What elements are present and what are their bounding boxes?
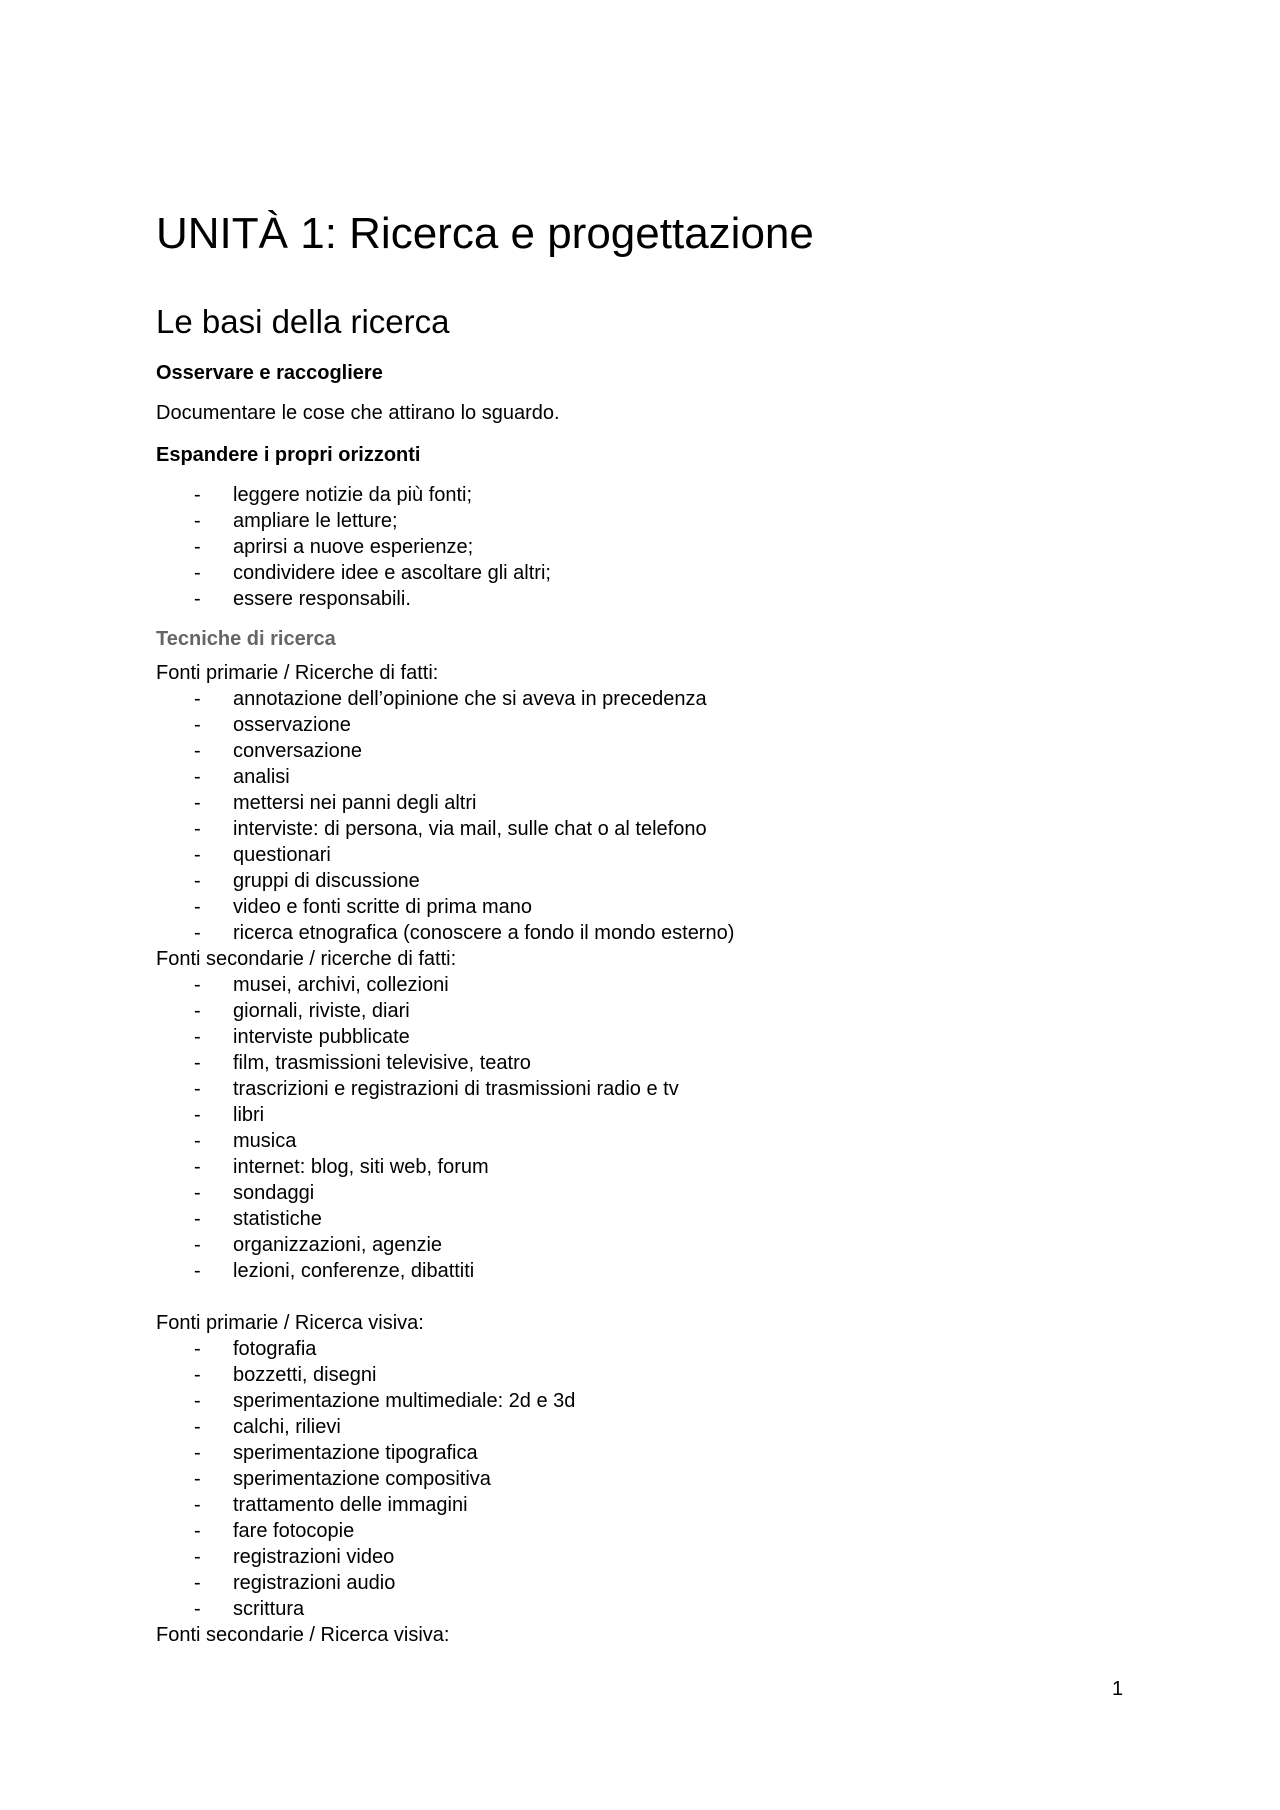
list-item-text: conversazione (233, 740, 362, 762)
list-item-text: sperimentazione compositiva (233, 1468, 491, 1490)
bullet-dash: - (194, 1546, 201, 1568)
list-item-text: essere responsabili. (233, 588, 411, 610)
bullet-dash: - (194, 1338, 201, 1360)
list-item-text: trattamento delle immagini (233, 1494, 468, 1516)
list-item-text: mettersi nei panni degli altri (233, 792, 477, 814)
bullet-dash: - (194, 714, 201, 736)
list-item-text: sondaggi (233, 1182, 315, 1204)
page-title: UNITÀ 1: Ricerca e progettazione (156, 209, 814, 258)
list-item-text: internet: blog, siti web, forum (233, 1156, 489, 1178)
list-item-text: giornali, riviste, diari (233, 1000, 410, 1022)
list-item-text: sperimentazione tipografica (233, 1442, 478, 1464)
bullet-dash: - (194, 1390, 201, 1412)
list-item-text: interviste: di persona, via mail, sulle chat o al telefono (233, 818, 707, 840)
list-item-text: registrazioni video (233, 1546, 395, 1568)
list-item-text: libri (233, 1104, 265, 1126)
bullet-dash: - (194, 510, 201, 532)
observe-heading: Osservare e raccogliere (156, 362, 383, 384)
list-item-text: annotazione dell’opinione che si aveva in precedenza (233, 688, 707, 710)
list-item-text: film, trasmissioni televisive, teatro (233, 1052, 531, 1074)
list-item-text: musei, archivi, collezioni (233, 974, 449, 996)
page-number: 1 (1112, 1678, 1124, 1700)
bullet-dash: - (194, 1130, 201, 1152)
bullet-dash: - (194, 536, 201, 558)
bullet-dash: - (194, 1104, 201, 1126)
list-item-text: interviste pubblicate (233, 1026, 410, 1048)
list-item-text: video e fonti scritte di prima mano (233, 896, 533, 918)
list-item-text: musica (233, 1130, 297, 1152)
bullet-dash: - (194, 870, 201, 892)
bullet-dash: - (194, 1078, 201, 1100)
bullet-dash: - (194, 844, 201, 866)
bullet-dash: - (194, 1156, 201, 1178)
list-item-text: leggere notizie da più fonti; (233, 484, 473, 506)
section-title: Le basi della ricerca (156, 303, 450, 340)
bullet-dash: - (194, 896, 201, 918)
bullet-dash: - (194, 1208, 201, 1230)
list-item-text: gruppi di discussione (233, 870, 420, 892)
primary-visual-label: Fonti primarie / Ricerca visiva: (156, 1312, 424, 1334)
list-item-text: ricerca etnografica (conoscere a fondo il mondo esterno) (233, 922, 735, 944)
list-item-text: bozzetti, disegni (233, 1364, 377, 1386)
bullet-dash: - (194, 1260, 201, 1282)
bullet-dash: - (194, 766, 201, 788)
list-item-text: analisi (233, 766, 290, 788)
bullet-dash: - (194, 1572, 201, 1594)
list-item-text: lezioni, conferenze, dibattiti (233, 1260, 475, 1282)
bullet-dash: - (194, 1494, 201, 1516)
bullet-dash: - (194, 1000, 201, 1022)
secondary-facts-label: Fonti secondarie / ricerche di fatti: (156, 948, 457, 970)
list-item-text: sperimentazione multimediale: 2d e 3d (233, 1390, 576, 1412)
list-item-text: ampliare le letture; (233, 510, 398, 532)
bullet-dash: - (194, 562, 201, 584)
bullet-dash: - (194, 1442, 201, 1464)
bullet-dash: - (194, 818, 201, 840)
bullet-dash: - (194, 1468, 201, 1490)
list-item-text: fotografia (233, 1338, 317, 1360)
list-item-text: scrittura (233, 1598, 305, 1620)
bullet-dash: - (194, 588, 201, 610)
bullet-dash: - (194, 484, 201, 506)
list-item-text: organizzazioni, agenzie (233, 1234, 443, 1256)
bullet-dash: - (194, 1052, 201, 1074)
list-item-text: fare fotocopie (233, 1520, 355, 1542)
list-item-text: trascrizioni e registrazioni di trasmissioni radio e tv (233, 1078, 679, 1100)
bullet-dash: - (194, 688, 201, 710)
bullet-dash: - (194, 1520, 201, 1542)
bullet-dash: - (194, 1416, 201, 1438)
bullet-dash: - (194, 1364, 201, 1386)
list-item-text: statistiche (233, 1208, 322, 1230)
secondary-visual-label: Fonti secondarie / Ricerca visiva: (156, 1624, 450, 1646)
list-item-text: registrazioni audio (233, 1572, 396, 1594)
bullet-dash: - (194, 922, 201, 944)
bullet-dash: - (194, 792, 201, 814)
list-item-text: calchi, rilievi (233, 1416, 341, 1438)
bullet-dash: - (194, 740, 201, 762)
techniques-heading: Tecniche di ricerca (156, 628, 336, 650)
observe-text: Documentare le cose che attirano lo sguardo. (156, 402, 560, 424)
primary-facts-label: Fonti primarie / Ricerche di fatti: (156, 662, 439, 684)
bullet-dash: - (194, 1234, 201, 1256)
bullet-dash: - (194, 1598, 201, 1620)
bullet-dash: - (194, 1182, 201, 1204)
expand-heading: Espandere i propri orizzonti (156, 444, 421, 466)
list-item-text: condividere idee e ascoltare gli altri; (233, 562, 551, 584)
bullet-dash: - (194, 974, 201, 996)
bullet-dash: - (194, 1026, 201, 1048)
list-item-text: aprirsi a nuove esperienze; (233, 536, 474, 558)
list-item-text: osservazione (233, 714, 351, 736)
list-item-text: questionari (233, 844, 331, 866)
